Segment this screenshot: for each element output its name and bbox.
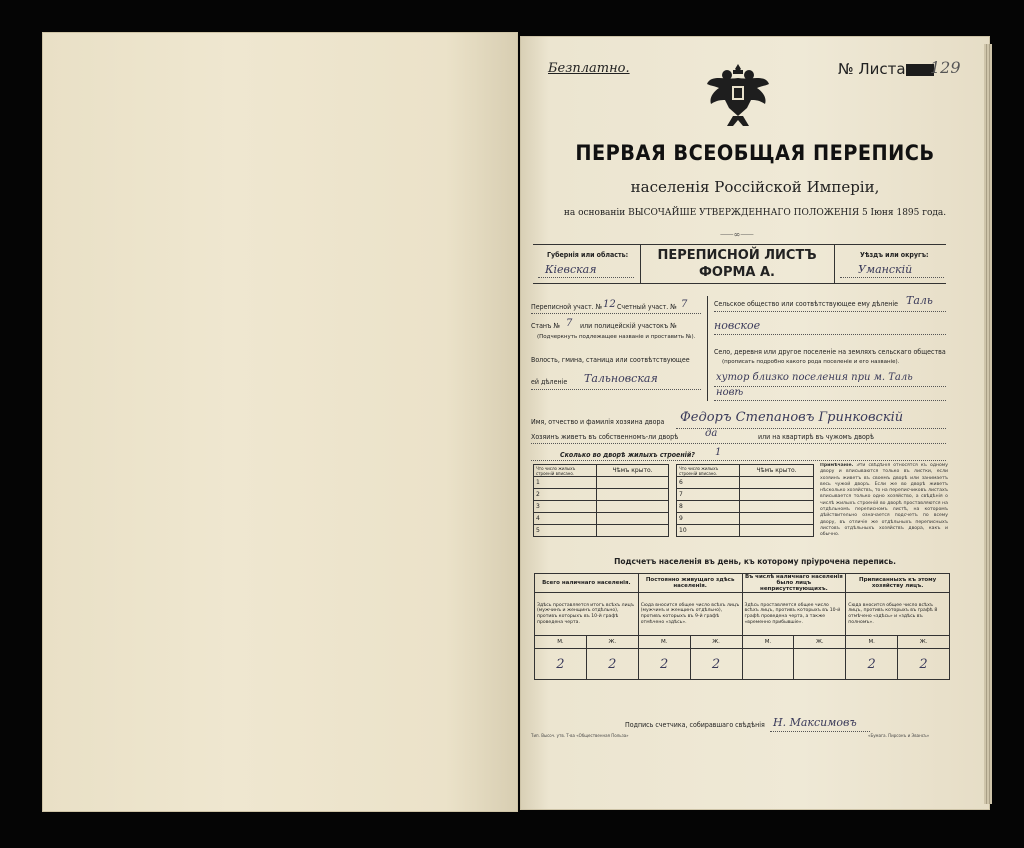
buildings-table-right: Что число жилыхъ строеній вписано. Чѣмъ крыто. 6 7 8 9 10 xyxy=(676,464,814,537)
printer-right: «Бумага. Пирсонъ и Эвансъ» xyxy=(868,733,930,738)
summary-title: Подсчетъ населенія въ день, къ которому пріурочена перепись. xyxy=(614,557,896,566)
village-value-1: хутор близко поселения при м. Таль xyxy=(716,372,913,383)
summary-value: 2 xyxy=(556,656,565,672)
census-section-label: Переписной участ. № xyxy=(531,303,603,311)
printer-left: Тип. Высоч. утв. Т-ва «Общественная Польза» xyxy=(531,733,629,738)
page-stack-edge xyxy=(984,44,992,804)
district-label: Уѣздъ или округъ: xyxy=(860,251,929,259)
province-value: Кіевская xyxy=(545,263,597,276)
sheet-title: ПЕРЕПИСНОЙ ЛИСТЪ xyxy=(657,248,817,263)
volost-label: Волость, гмина, станица или соотвѣтствующее xyxy=(531,356,690,364)
camp-value: 7 xyxy=(566,318,573,329)
left-blank-page xyxy=(42,32,518,812)
summary-value: 2 xyxy=(660,656,669,672)
counting-section-value: 7 xyxy=(681,299,688,310)
census-title: ПЕРВАЯ ВСЕОБЩАЯ ПЕРЕПИСЬ xyxy=(575,141,935,165)
lives-own-label: Хозяинъ живетъ въ собственномъ-ли дворѣ xyxy=(531,433,679,441)
district-value: Уманскій xyxy=(858,263,913,276)
summary-value: 2 xyxy=(867,656,876,672)
buildings-label: Сколько во дворѣ жилыхъ строеній? xyxy=(560,451,695,459)
sheet-number-label: № Листа xyxy=(838,60,906,78)
village-label: Село, деревня или другое поселеніе на земляхъ сельскаго общества xyxy=(714,348,946,356)
summary-value: 2 xyxy=(608,656,617,672)
underline-note: (Подчеркнуть подлежащее названіе и проставить №). xyxy=(537,334,696,340)
census-basis: на основаніи ВЫСОЧАЙШЕ УТВЕРЖДЕННАГО ПОЛОЖЕНІЯ 5 Іюня 1895 года. xyxy=(563,208,947,218)
village-note: (прописать подробно какого рода поселеніе и его названіе). xyxy=(722,359,900,365)
imperial-eagle-emblem xyxy=(705,60,771,132)
free-label: Безплатно. xyxy=(548,61,630,76)
sheet-form: ФОРМА А. xyxy=(699,265,775,280)
province-label: Губернія или область: xyxy=(547,251,629,259)
buildings-table-left: Что число жилыхъ строеній вписано. Чѣмъ крыто. 1 2 3 4 5 xyxy=(533,464,669,537)
ornament-divider: ⸺∞⸺ xyxy=(720,230,754,239)
note-text: Эти свѣдѣнія относятся къ одному двору и вписываются только въ листки, если хозяинъ живетъ въ своемъ дворѣ или занимаетъ весь чужой дворъ. Если же во дворѣ живетъ нѣсколько хозяйствъ, то на переписчиковъ листахъ вписывается только одно хозяйство, а свѣдѣнія о числѣ жилыхъ строеній во дворѣ проставляются на отдѣльномъ переписномъ листѣ, на которомъ дѣйствительно означается подсчетъ по всему двору, въ отличіе же отдѣльныхъ переписныхъ листовъ отдѣльныхъ хозяйствъ двора, какъ и обычно. xyxy=(820,463,948,538)
society-value-2: новское xyxy=(714,319,761,332)
volost-label-2: ей дѣленіе xyxy=(531,378,568,386)
owner-label: Имя, отчество и фамилія хозяина двора xyxy=(531,418,665,426)
note-title: Примѣчаніе. xyxy=(820,463,854,468)
lives-own-value: да xyxy=(705,428,718,439)
signature-label: Подпись счетчика, собиравшаго свѣдѣнія xyxy=(625,721,765,729)
note-block xyxy=(820,463,948,541)
camp-label: Станъ № xyxy=(531,322,561,330)
owner-value: Федоръ Степановъ Гринковскій xyxy=(680,410,904,425)
buildings-value: 1 xyxy=(715,447,722,458)
census-section-value: 12 xyxy=(603,299,616,310)
lives-rent-label: или на квартирѣ въ чужомъ дворѣ xyxy=(758,433,875,441)
signature-value: Н. Максимовъ xyxy=(773,716,857,729)
summary-value: 2 xyxy=(919,656,928,672)
society-label: Сельское общество или соотвѣтствующее ему дѣленіе xyxy=(714,300,899,308)
society-value-1: Таль xyxy=(906,294,933,307)
village-value-2: новѣ xyxy=(716,387,744,398)
summary-value: 2 xyxy=(711,656,721,672)
volost-value: Тальновская xyxy=(584,372,658,385)
counting-section-label: Счетный участ. № xyxy=(617,303,677,311)
sheet-number-value: 129 xyxy=(930,58,961,77)
summary-table: Всего наличнаго населенія. Постоянно живущаго здѣсь населенія. Въ числѣ наличнаго населенія было лицъ неприсутствующихъ. Приписанныхъ къ этому хозяйству лицъ. Здѣсь проставляется итогъ всѣхъ лицъ (мужчинъ и женщинъ отдѣльно), противъ которыхъ въ 10-й графѣ проведена черта. Сюда вносится общее число всѣхъ лицъ (мужчинъ и женщинъ отдѣльно), противъ которыхъ въ 9-й графѣ отмѣчено «здѣсь». Здѣсь проставляется общее число всѣхъ лицъ, противъ которыхъ въ 10-й графѣ проведена черта, а также «временно прибывшіе». Сюда вносится общее число всѣхъ лицъ, противъ которыхъ въ графѣ 8 отмѣчено «здѣсь» и «здѣсь въ полномъ». М. Ж. М. Ж. М. Ж. М. Ж. 2 2 2 2 2 2 xyxy=(534,573,950,680)
census-subtitle: населенія Россійской Имперіи, xyxy=(630,178,880,196)
police-label: или полицейскій участокъ № xyxy=(580,322,677,330)
